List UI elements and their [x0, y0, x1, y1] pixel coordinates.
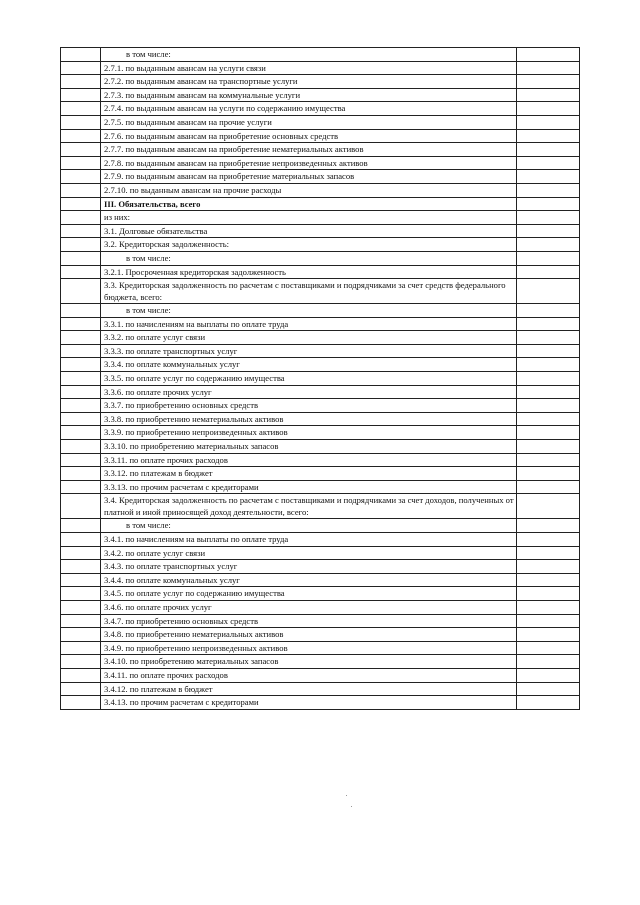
table-row [61, 614, 580, 628]
row-code-cell [61, 265, 101, 279]
table-row [61, 399, 580, 413]
row-value-cell [517, 197, 580, 211]
table-row [61, 480, 580, 494]
row-label-cell: 2.7.2. по выданным авансам на транспортные услуги [101, 75, 517, 89]
row-value-cell [517, 61, 580, 75]
row-label-cell: 3.3.6. по оплате прочих услуг [101, 385, 517, 399]
row-label-cell: в том числе: [101, 304, 517, 318]
row-code-cell [61, 426, 101, 440]
row-label-cell: III. Обязательства, всего [101, 197, 517, 211]
row-label-cell: 2.7.5. по выданным авансам на прочие услуги [101, 115, 517, 129]
row-code-cell [61, 600, 101, 614]
row-label-cell: 3.4.13. по прочим расчетам с кредиторами [101, 696, 517, 710]
row-label-cell: 3.2. Кредиторская задолженность: [101, 238, 517, 252]
row-label-cell: 3.3.13. по прочим расчетам с кредиторами [101, 480, 517, 494]
table-row [61, 573, 580, 587]
table-row [61, 668, 580, 682]
row-value-cell [517, 102, 580, 116]
row-value-cell [517, 573, 580, 587]
row-label-cell: 3.1. Долговые обязательства [101, 224, 517, 238]
row-code-cell [61, 197, 101, 211]
row-label-cell: 2.7.7. по выданным авансам на приобретение нематериальных активов [101, 143, 517, 157]
table-row [61, 655, 580, 669]
row-value-cell [517, 426, 580, 440]
row-value-cell [517, 129, 580, 143]
row-label-cell: 2.7.10. по выданным авансам на прочие расходы [101, 183, 517, 197]
row-code-cell [61, 614, 101, 628]
table-row [61, 183, 580, 197]
row-label-cell: 3.3.5. по оплате услуг по содержанию имущества [101, 372, 517, 386]
row-label-cell: 3.4.11. по оплате прочих расходов [101, 668, 517, 682]
row-code-cell [61, 480, 101, 494]
row-code-cell [61, 183, 101, 197]
row-label-cell: в том числе: [101, 48, 517, 62]
row-code-cell [61, 453, 101, 467]
row-value-cell [517, 453, 580, 467]
row-label-cell: в том числе: [101, 251, 517, 265]
row-label-cell: 3.4.8. по приобретению нематериальных активов [101, 628, 517, 642]
row-code-cell [61, 440, 101, 454]
row-value-cell [517, 682, 580, 696]
row-code-cell [61, 399, 101, 413]
row-value-cell [517, 587, 580, 601]
table-row [61, 279, 580, 304]
row-value-cell [517, 628, 580, 642]
table-row [61, 440, 580, 454]
financial-report-table [60, 47, 580, 710]
table-row [61, 115, 580, 129]
row-label-cell: 2.7.4. по выданным авансам на услуги по содержанию имущества [101, 102, 517, 116]
table-row [61, 426, 580, 440]
table-row [61, 533, 580, 547]
row-label-cell: 3.3.4. по оплате коммунальных услуг [101, 358, 517, 372]
table-row [61, 453, 580, 467]
row-label-cell: 3.4.2. по оплате услуг связи [101, 546, 517, 560]
table-row [61, 102, 580, 116]
row-code-cell [61, 61, 101, 75]
row-label-cell: 3.4.1. по начислениям на выплаты по оплате труда [101, 533, 517, 547]
row-value-cell [517, 494, 580, 519]
row-value-cell [517, 399, 580, 413]
table-row [61, 600, 580, 614]
row-value-cell [517, 614, 580, 628]
row-label-cell: 3.2.1. Просроченная кредиторская задолженность [101, 265, 517, 279]
table-row [61, 696, 580, 710]
table-row [61, 372, 580, 386]
table-row [61, 251, 580, 265]
row-code-cell [61, 668, 101, 682]
row-code-cell [61, 115, 101, 129]
table-row [61, 519, 580, 533]
row-label-cell: 3.3.9. по приобретению непроизведенных активов [101, 426, 517, 440]
row-label-cell: 3.4. Кредиторская задолженность по расчетам с поставщиками и подрядчиками за счет доходов, полученных от платной и иной приносящей доход деятельности, всего: [101, 494, 517, 519]
row-value-cell [517, 655, 580, 669]
row-value-cell [517, 385, 580, 399]
table-row [61, 494, 580, 519]
row-code-cell [61, 546, 101, 560]
row-code-cell [61, 358, 101, 372]
row-value-cell [517, 331, 580, 345]
scan-speck [346, 795, 347, 796]
row-label-cell: 3.4.5. по оплате услуг по содержанию имущества [101, 587, 517, 601]
table-row [61, 48, 580, 62]
row-label-cell: 3.4.7. по приобретению основных средств [101, 614, 517, 628]
row-label-cell: 3.3. Кредиторская задолженность по расчетам с поставщиками и подрядчиками за счет средств федерального бюджета, всего: [101, 279, 517, 304]
row-code-cell [61, 696, 101, 710]
row-code-cell [61, 279, 101, 304]
row-code-cell [61, 682, 101, 696]
row-value-cell [517, 304, 580, 318]
row-label-cell: 3.4.9. по приобретению непроизведенных активов [101, 641, 517, 655]
row-value-cell [517, 48, 580, 62]
row-value-cell [517, 533, 580, 547]
row-value-cell [517, 183, 580, 197]
row-code-cell [61, 102, 101, 116]
row-value-cell [517, 440, 580, 454]
row-code-cell [61, 224, 101, 238]
row-label-cell: 2.7.9. по выданным авансам на приобретение материальных запасов [101, 170, 517, 184]
table-row [61, 682, 580, 696]
table-row [61, 197, 580, 211]
row-value-cell [517, 238, 580, 252]
row-value-cell [517, 412, 580, 426]
row-code-cell [61, 560, 101, 574]
table-row [61, 156, 580, 170]
table-row [61, 304, 580, 318]
row-value-cell [517, 696, 580, 710]
row-value-cell [517, 467, 580, 481]
row-label-cell: из них: [101, 211, 517, 225]
row-code-cell [61, 467, 101, 481]
row-value-cell [517, 480, 580, 494]
row-label-cell: 3.3.8. по приобретению нематериальных активов [101, 412, 517, 426]
row-code-cell [61, 304, 101, 318]
row-label-cell: 3.4.12. по платежам в бюджет [101, 682, 517, 696]
row-label-cell: 3.4.6. по оплате прочих услуг [101, 600, 517, 614]
row-code-cell [61, 533, 101, 547]
table-row [61, 344, 580, 358]
row-value-cell [517, 170, 580, 184]
row-value-cell [517, 560, 580, 574]
row-value-cell [517, 88, 580, 102]
row-label-cell: 2.7.3. по выданным авансам на коммунальные услуги [101, 88, 517, 102]
row-value-cell [517, 668, 580, 682]
row-code-cell [61, 170, 101, 184]
table-row [61, 331, 580, 345]
row-value-cell [517, 224, 580, 238]
row-code-cell [61, 251, 101, 265]
row-code-cell [61, 48, 101, 62]
row-code-cell [61, 75, 101, 89]
row-code-cell [61, 156, 101, 170]
row-label-cell: 2.7.6. по выданным авансам на приобретение основных средств [101, 129, 517, 143]
table-row [61, 358, 580, 372]
row-code-cell [61, 412, 101, 426]
table-row [61, 265, 580, 279]
row-code-cell [61, 129, 101, 143]
row-label-cell: 3.4.4. по оплате коммунальных услуг [101, 573, 517, 587]
row-value-cell [517, 600, 580, 614]
row-label-cell: 3.3.12. по платежам в бюджет [101, 467, 517, 481]
row-code-cell [61, 88, 101, 102]
row-value-cell [517, 317, 580, 331]
row-code-cell [61, 587, 101, 601]
row-label-cell: 2.7.8. по выданным авансам на приобретение непроизведенных активов [101, 156, 517, 170]
row-value-cell [517, 344, 580, 358]
row-value-cell [517, 279, 580, 304]
row-code-cell [61, 331, 101, 345]
report-table-body [61, 48, 580, 710]
row-value-cell [517, 143, 580, 157]
table-row [61, 628, 580, 642]
scan-speck [351, 806, 352, 807]
table-row [61, 385, 580, 399]
table-row [61, 238, 580, 252]
table-row [61, 317, 580, 331]
row-code-cell [61, 317, 101, 331]
row-label-cell: 3.4.10. по приобретению материальных запасов [101, 655, 517, 669]
table-row [61, 88, 580, 102]
row-code-cell [61, 344, 101, 358]
row-code-cell [61, 494, 101, 519]
row-code-cell [61, 628, 101, 642]
row-code-cell [61, 372, 101, 386]
table-row [61, 224, 580, 238]
row-code-cell [61, 641, 101, 655]
row-value-cell [517, 75, 580, 89]
row-value-cell [517, 372, 580, 386]
table-row [61, 61, 580, 75]
row-value-cell [517, 115, 580, 129]
row-label-cell: 3.3.2. по оплате услуг связи [101, 331, 517, 345]
row-label-cell: 3.4.3. по оплате транспортных услуг [101, 560, 517, 574]
row-label-cell: 3.3.3. по оплате транспортных услуг [101, 344, 517, 358]
table-row [61, 412, 580, 426]
row-value-cell [517, 358, 580, 372]
table-row [61, 170, 580, 184]
row-value-cell [517, 265, 580, 279]
row-label-cell: 2.7.1. по выданным авансам на услуги связи [101, 61, 517, 75]
row-label-cell: в том числе: [101, 519, 517, 533]
row-label-cell: 3.3.10. по приобретению материальных запасов [101, 440, 517, 454]
row-value-cell [517, 251, 580, 265]
row-label-cell: 3.3.11. по оплате прочих расходов [101, 453, 517, 467]
row-code-cell [61, 211, 101, 225]
row-code-cell [61, 143, 101, 157]
table-row [61, 641, 580, 655]
row-value-cell [517, 211, 580, 225]
row-value-cell [517, 156, 580, 170]
table-row [61, 143, 580, 157]
row-code-cell [61, 238, 101, 252]
table-row [61, 75, 580, 89]
row-code-cell [61, 385, 101, 399]
row-code-cell [61, 519, 101, 533]
table-row [61, 211, 580, 225]
row-value-cell [517, 519, 580, 533]
table-row [61, 560, 580, 574]
row-label-cell: 3.3.1. по начислениям на выплаты по оплате труда [101, 317, 517, 331]
table-row [61, 129, 580, 143]
table-row [61, 467, 580, 481]
row-code-cell [61, 573, 101, 587]
row-code-cell [61, 655, 101, 669]
row-value-cell [517, 641, 580, 655]
row-value-cell [517, 546, 580, 560]
row-label-cell: 3.3.7. по приобретению основных средств [101, 399, 517, 413]
table-row [61, 546, 580, 560]
table-row [61, 587, 580, 601]
